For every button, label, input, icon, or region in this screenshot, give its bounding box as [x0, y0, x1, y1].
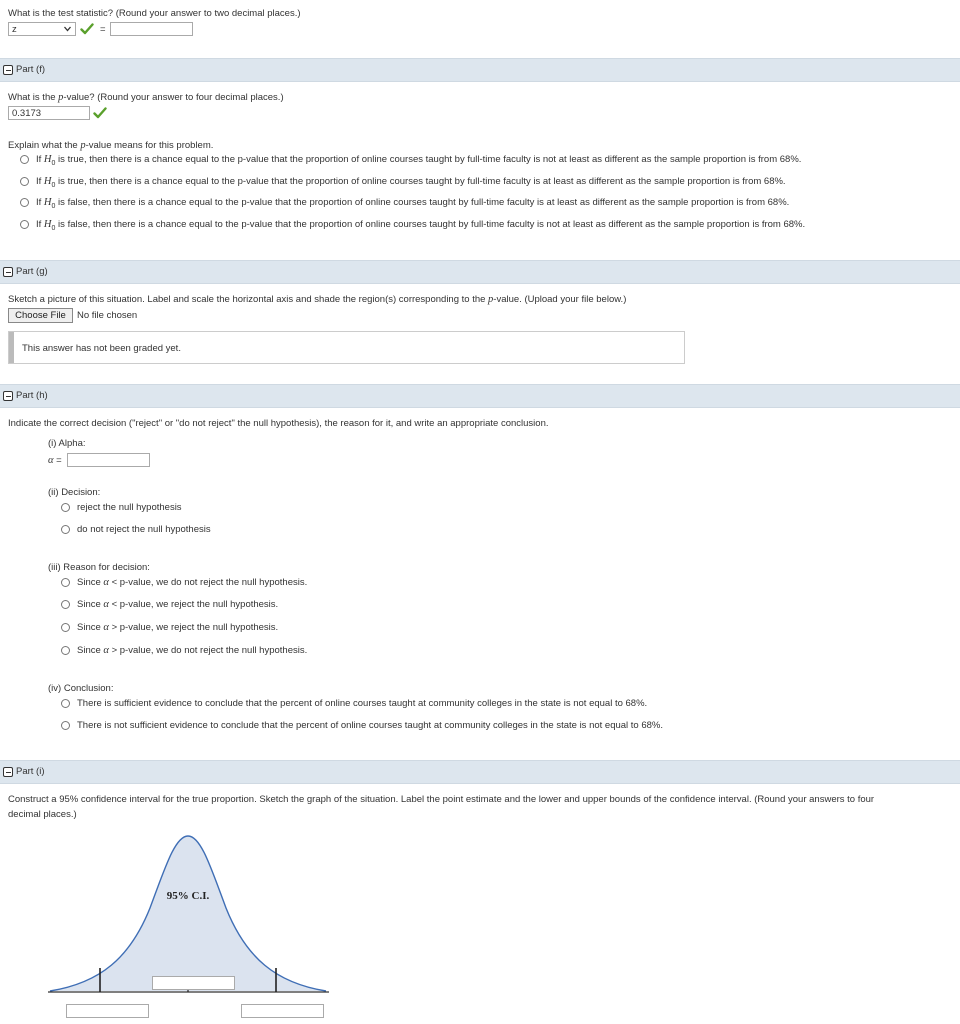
upper-bound-input[interactable]	[241, 1004, 324, 1018]
part-h-title: Part (h)	[16, 390, 48, 401]
p-value-meaning-option-1: If $H_0$ is true, then there is a chance equal to the p-value that the proportion of online courses taught by full-time faculty is not at least as different as the sample proportion is from 68%.	[36, 154, 802, 167]
collapse-icon[interactable]	[3, 767, 13, 777]
decision-radio-do-not-reject[interactable]	[61, 525, 70, 534]
collapse-icon[interactable]	[3, 391, 13, 401]
alpha-label: (i) Alpha:	[48, 438, 86, 449]
reason-radio-4[interactable]	[61, 646, 70, 655]
part-g-title: Part (g)	[16, 266, 48, 277]
p-value-question: What is the p-value? (Round your answer to four decimal places.)	[8, 92, 284, 103]
conclusion-option-1: There is sufficient evidence to conclude that the percent of online courses taught at community colleges in the state is not equal to 68%.	[77, 698, 648, 709]
p-value-meaning-option-4: If $H_0$ is false, then there is a chance equal to the p-value that the proportion of online courses taught by full-time faculty is not at least as different as the sample proportion is from 68%.	[36, 219, 806, 232]
conclusion-radio-2[interactable]	[61, 721, 70, 730]
confidence-interval-graph	[40, 828, 340, 1000]
reason-label: (iii) Reason for decision:	[48, 562, 150, 573]
grading-note-box	[8, 331, 685, 364]
grading-note-text: This answer has not been graded yet.	[22, 343, 181, 354]
conclusion-radio-1[interactable]	[61, 699, 70, 708]
p-value-meaning-radio-2[interactable]	[20, 177, 29, 186]
part-i-title: Part (i)	[16, 766, 45, 777]
collapse-icon[interactable]	[3, 65, 13, 75]
no-file-label: No file chosen	[77, 310, 138, 321]
collapse-icon[interactable]	[3, 267, 13, 277]
part-f-title: Part (f)	[16, 64, 46, 75]
decision-radio-reject[interactable]	[61, 503, 70, 512]
decision-option-reject: reject the null hypothesis	[77, 502, 182, 513]
lower-bound-input[interactable]	[66, 1004, 149, 1018]
test-statistic-question: What is the test statistic? (Round your answer to two decimal places.)	[8, 8, 301, 19]
equals-sign: =	[100, 24, 106, 35]
part-g-instruction: Sketch a picture of this situation. Label and scale the horizontal axis and shade the region(s) corresponding to the p-value. (Upload your file below.)	[8, 294, 627, 305]
bell-curve	[50, 836, 326, 991]
reason-option-2: Since α < p-value, we reject the null hypothesis.	[77, 599, 279, 610]
p-value-meaning-option-3: If $H_0$ is false, then there is a chance equal to the p-value that the proportion of online courses taught by full-time faculty is at least as different as the sample proportion is from 68%.	[36, 197, 790, 210]
p-value-input[interactable]: 0.3173	[8, 106, 90, 120]
p-value-meaning-option-2: If $H_0$ is true, then there is a chance equal to the p-value that the proportion of online courses taught by full-time faculty is at least as different as the sample proportion is from 68%.	[36, 176, 786, 189]
part-h-instruction: Indicate the correct decision ("reject" or "do not reject" the null hypothesis), the reason for it, and write an appropriate conclusion.	[8, 418, 549, 429]
reason-radio-3[interactable]	[61, 623, 70, 632]
decision-option-do-not-reject: do not reject the null hypothesis	[77, 524, 211, 535]
part-i-instruction-line1: Construct a 95% confidence interval for the true proportion. Sketch the graph of the situation. Label the point estimate and the lower and upper bounds of the confidence interval. (Round your answers to four	[8, 794, 875, 805]
chevron-down-icon	[64, 26, 71, 32]
part-i-header[interactable]	[0, 760, 960, 784]
conclusion-option-2: There is not sufficient evidence to conclude that the percent of online courses taught at community colleges in the state is not equal to 68%.	[77, 720, 664, 731]
test-statistic-input[interactable]	[110, 22, 193, 36]
ci-label: 95% C.I.	[166, 890, 210, 902]
part-h-header[interactable]	[0, 384, 960, 408]
choose-file-button[interactable]: Choose File	[8, 308, 73, 323]
reason-option-3: Since α > p-value, we reject the null hypothesis.	[77, 622, 279, 633]
correct-check-icon	[80, 23, 94, 35]
alpha-input[interactable]	[67, 453, 150, 467]
p-value-meaning-radio-4[interactable]	[20, 220, 29, 229]
alpha-symbol: α =	[48, 455, 62, 466]
part-i-instruction-line2: decimal places.)	[8, 809, 77, 820]
decision-label: (ii) Decision:	[48, 487, 101, 498]
reason-option-1: Since α < p-value, we do not reject the null hypothesis.	[77, 577, 308, 588]
conclusion-label: (iv) Conclusion:	[48, 683, 114, 694]
reason-radio-1[interactable]	[61, 578, 70, 587]
point-estimate-input[interactable]	[152, 976, 235, 990]
statistic-select-value: z	[12, 24, 17, 35]
reason-option-4: Since α > p-value, we do not reject the null hypothesis.	[77, 645, 308, 656]
explain-prompt: Explain what the p-value means for this problem.	[8, 140, 214, 151]
note-accent	[9, 332, 14, 363]
correct-check-icon	[93, 107, 107, 119]
statistic-select[interactable]	[8, 22, 76, 36]
part-f-header[interactable]	[0, 58, 960, 82]
reason-radio-2[interactable]	[61, 600, 70, 609]
part-g-header[interactable]	[0, 260, 960, 284]
p-value-meaning-radio-1[interactable]	[20, 155, 29, 164]
p-value-meaning-radio-3[interactable]	[20, 198, 29, 207]
